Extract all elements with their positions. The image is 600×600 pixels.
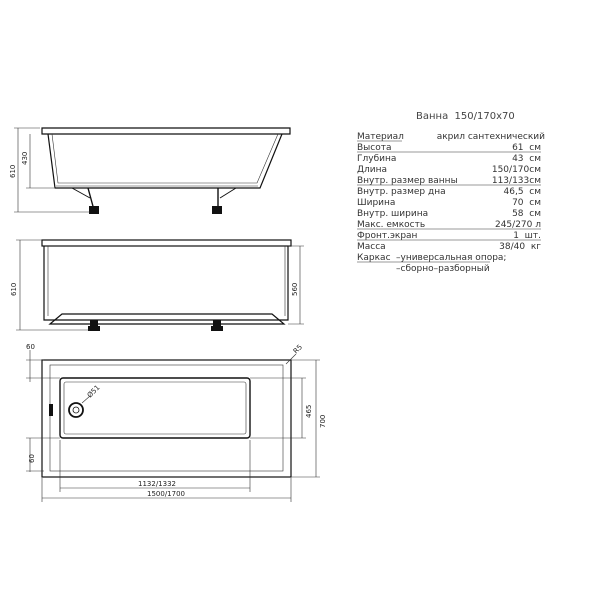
spec-row-inner-size	[357, 176, 541, 186]
spec-label: Макс. емкость	[357, 220, 426, 230]
spec-row-material	[357, 132, 545, 142]
dim-corner-radius: R5	[291, 343, 305, 356]
product-title: Ванна 150/170x70	[416, 111, 515, 122]
spec-value: 70 см	[512, 198, 541, 208]
spec-row-weight	[357, 242, 541, 252]
spec-value: 245/270 л	[494, 220, 541, 230]
spec-row-front-panel	[357, 231, 541, 241]
spec-label: Длина	[357, 165, 388, 175]
dim-front-panel-height: 560	[291, 282, 299, 296]
spec-value: 150/170см	[491, 165, 541, 175]
frame-line-1: –универсальная опора;	[396, 253, 507, 263]
top-view	[26, 343, 327, 502]
spec-value: 1 шт.	[513, 231, 541, 241]
spec-row-frame	[357, 253, 506, 274]
side-view	[9, 128, 290, 214]
spec-label: Внутр. размер ванны	[357, 176, 458, 186]
spec-row-capacity	[357, 220, 541, 230]
spec-table	[357, 111, 545, 274]
spec-label: Высота	[357, 143, 392, 153]
dim-total-length: 1500/1700	[147, 490, 185, 498]
spec-label: Фронт.экран	[357, 231, 418, 241]
dim-margin-bottom: 60	[28, 454, 36, 463]
frame-label: Каркас	[357, 253, 391, 263]
spec-row-bottom-size	[357, 187, 541, 197]
dim-total-width: 700	[319, 414, 327, 428]
spec-value: 38/40 кг	[499, 242, 541, 252]
spec-row-width	[357, 198, 541, 208]
spec-label: Глубина	[357, 154, 397, 164]
spec-row-height	[357, 143, 541, 153]
dim-inner-length: 1132/1332	[138, 480, 176, 488]
spec-row-inner-width	[357, 209, 541, 219]
dim-inner-width: 465	[305, 404, 313, 418]
spec-value: 58 см	[512, 209, 541, 219]
spec-value: 61 см	[512, 143, 541, 153]
spec-label: Внутр. ширина	[357, 209, 429, 219]
spec-value: 113/133см	[491, 176, 541, 186]
front-leg-right	[211, 320, 223, 331]
dim-front-total-height: 610	[10, 282, 18, 296]
spec-label: Масса	[357, 242, 386, 252]
spec-row-depth	[357, 154, 541, 164]
dim-margin-top: 60	[26, 343, 35, 351]
dim-drain: Ø51	[85, 383, 102, 400]
side-leg-left	[72, 188, 99, 214]
spec-label: Внутр. размер дна	[357, 187, 446, 197]
spec-label: Ширина	[357, 198, 396, 208]
front-view	[10, 240, 304, 331]
spec-label: Материал	[357, 132, 404, 142]
drain-icon	[69, 403, 83, 417]
spec-value: 46,5 см	[503, 187, 541, 197]
frame-line-2: –сборно–разборный	[396, 264, 490, 274]
spec-row-length	[357, 165, 541, 175]
spec-value: 43 см	[512, 154, 541, 164]
dim-side-total-height: 610	[9, 164, 17, 178]
spec-value: акрил сантехнический	[436, 132, 545, 142]
front-leg-left	[88, 320, 100, 331]
dim-side-depth: 430	[21, 151, 29, 165]
side-leg-right	[212, 188, 236, 214]
